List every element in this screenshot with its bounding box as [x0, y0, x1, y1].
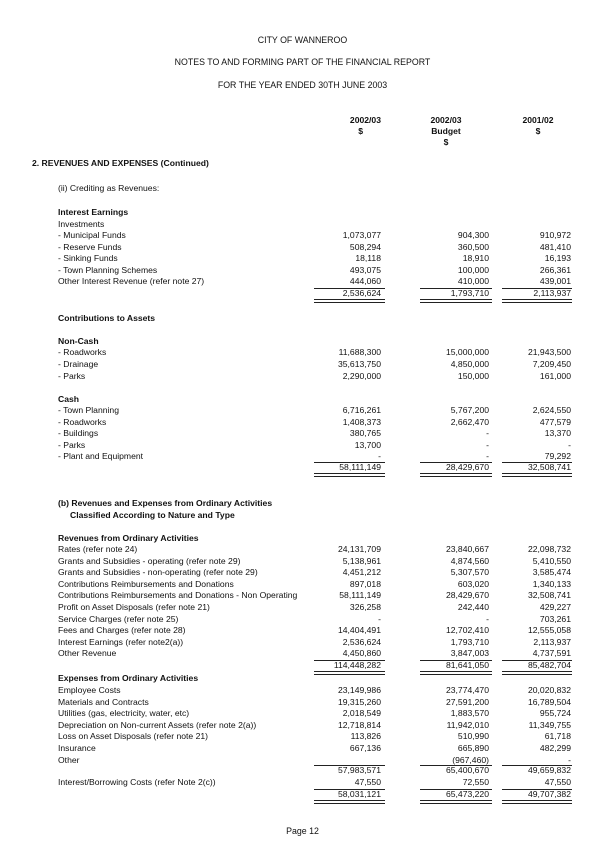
- total-double-rule: [314, 473, 385, 477]
- total-double-rule: [502, 473, 572, 477]
- value-2002-03: 13,700: [354, 439, 381, 450]
- total-value-budget: 81,641,050: [445, 660, 489, 670]
- total-double-rule: [420, 671, 492, 675]
- value-2001-02: 703,261: [539, 613, 571, 624]
- value-2001-02: 1,340,133: [532, 578, 571, 589]
- value-budget: 11,942,010: [446, 719, 489, 730]
- table-row: [0, 265, 605, 277]
- value-budget: 72,550: [462, 777, 489, 787]
- total-double-rule: [502, 299, 572, 303]
- value-budget: 1,793,710: [450, 636, 489, 647]
- value-2002-03: 23,149,986: [337, 685, 381, 695]
- table-row: [0, 697, 605, 709]
- total-value-budget: 28,429,670: [445, 462, 489, 472]
- report-period: FOR THE YEAR ENDED 30TH JUNE 2003: [217, 80, 388, 90]
- value-2002-03: 4,450,860: [342, 648, 381, 659]
- column-heading-2001-02: [511, 115, 565, 137]
- table-row: [0, 417, 605, 429]
- value-2001-02: 16,193: [544, 253, 571, 264]
- value-2002-03: 2,536,624: [342, 636, 381, 647]
- column-heading-2002-03-budget: [419, 115, 473, 148]
- value-2002-03: 5,138,961: [342, 555, 381, 566]
- value-budget: -: [486, 439, 489, 450]
- value-budget: (967,460): [452, 754, 489, 765]
- column-heading-line: 2002/03: [430, 115, 462, 125]
- report-notes-title: NOTES TO AND FORMING PART OF THE FINANCIAL REPORT: [174, 57, 431, 67]
- row-label: - Buildings: [58, 428, 99, 439]
- value-2001-02: -: [568, 754, 571, 765]
- contributions-heading: Contributions to Assets: [58, 313, 156, 323]
- interest-earnings-heading: Interest Earnings: [58, 207, 129, 217]
- value-2001-02: 32,508,741: [527, 590, 571, 601]
- total-double-rule: [420, 473, 492, 477]
- value-2002-03: 24,131,709: [337, 544, 381, 554]
- value-budget: 5,767,200: [450, 405, 489, 415]
- table-row: [0, 242, 605, 254]
- value-2001-02: 4,737,591: [532, 648, 571, 659]
- table-row: [0, 347, 605, 359]
- interest-borrowing-costs-row: [0, 777, 605, 789]
- row-label: Depreciation on Non-current Assets (refer note 2(a)): [58, 719, 257, 730]
- value-2002-03: 11,688,300: [338, 347, 381, 357]
- total-value-2002-03: 114,448,282: [333, 660, 381, 670]
- value-2001-02: 161,000: [539, 370, 571, 381]
- subtotal-value-budget: 65,400,670: [445, 765, 489, 775]
- organisation-name: CITY OF WANNEROO: [257, 35, 348, 45]
- column-heading-line: $: [535, 126, 541, 136]
- value-2002-03: 326,258: [349, 602, 381, 612]
- value-2002-03: 2,290,000: [342, 370, 381, 381]
- row-label: Materials and Contracts: [58, 696, 149, 707]
- value-2001-02: 20,020,832: [527, 685, 571, 695]
- section-subtitle: (ii) Crediting as Revenues:: [58, 183, 160, 193]
- row-label: - Drainage: [58, 358, 99, 369]
- table-row: [0, 556, 605, 568]
- value-2002-03: 380,765: [349, 428, 381, 439]
- value-2002-03: 493,075: [349, 264, 381, 275]
- table-row: [0, 359, 605, 371]
- value-2002-03: 18,118: [355, 253, 381, 264]
- value-2001-02: 12,555,058: [527, 625, 571, 636]
- row-label: - Parks: [58, 439, 86, 450]
- value-budget: 27,591,200: [445, 696, 489, 707]
- row-label: Utilities (gas, electricity, water, etc): [58, 708, 190, 719]
- value-2001-02: 481,410: [539, 241, 571, 252]
- row-label: Contributions Reimbursements and Donations - Non Operating: [58, 590, 298, 601]
- total-double-rule: [420, 800, 492, 804]
- table-row: [0, 708, 605, 720]
- total-double-rule: [314, 671, 385, 675]
- value-2001-02: 439,001: [539, 276, 571, 287]
- row-label: Loss on Asset Disposals (refer note 21): [58, 731, 208, 742]
- total-double-rule: [502, 671, 572, 675]
- page-number: Page 12: [286, 826, 319, 836]
- section-title: 2. REVENUES AND EXPENSES (Continued): [32, 158, 209, 168]
- row-label: Employee Costs: [58, 685, 121, 695]
- table-row: [0, 625, 605, 637]
- value-2001-02: 47,550: [544, 777, 571, 787]
- value-2001-02: 13,370: [544, 428, 571, 439]
- value-budget: 23,840,667: [445, 544, 489, 554]
- value-budget: -: [486, 451, 489, 462]
- value-2002-03: 1,073,077: [342, 230, 381, 240]
- table-row: [0, 253, 605, 265]
- value-2001-02: 955,724: [539, 708, 571, 719]
- total-double-rule: [420, 299, 492, 303]
- row-label: Insurance: [58, 743, 96, 753]
- value-2001-02: 266,361: [539, 264, 571, 275]
- value-2001-02: 477,579: [539, 416, 571, 427]
- value-budget: 904,300: [457, 230, 489, 240]
- value-2001-02: 2,113,937: [533, 636, 571, 647]
- value-2002-03: 35,613,750: [337, 358, 381, 369]
- total-value-budget: 1,793,710: [450, 288, 489, 298]
- column-heading-line: $: [358, 126, 363, 136]
- column-heading-line: 2002/03: [349, 115, 381, 125]
- column-heading-line: Budget: [431, 126, 461, 136]
- value-budget: 28,429,670: [445, 590, 489, 601]
- total-double-rule: [502, 800, 572, 804]
- value-2001-02: 11,349,755: [528, 719, 571, 730]
- row-label: Fees and Charges (refer note 28): [58, 625, 186, 636]
- row-label: Interest Earnings (refer note2(a)): [58, 636, 184, 647]
- value-budget: -: [486, 428, 489, 439]
- row-label: Profit on Asset Disposals (refer note 21): [58, 602, 210, 612]
- column-heading-line: 2001/02: [522, 115, 554, 125]
- table-row: [0, 743, 605, 755]
- expenses-subtotal-row: [0, 765, 605, 777]
- total-value-budget: 65,473,220: [445, 789, 489, 799]
- value-budget: 5,307,570: [450, 567, 489, 578]
- value-2002-03: 4,451,212: [342, 567, 381, 578]
- row-label: Grants and Subsidies - non-operating (refer note 29): [58, 567, 258, 578]
- value-budget: 603,020: [457, 578, 489, 589]
- value-2002-03: 897,018: [349, 578, 381, 589]
- total-double-rule: [314, 299, 385, 303]
- row-label: - Sinking Funds: [58, 253, 118, 264]
- table-row: [0, 440, 605, 452]
- row-label: Other Interest Revenue (refer note 27): [58, 276, 205, 287]
- revenues-heading: Revenues from Ordinary Activities: [58, 533, 199, 543]
- row-label: - Parks: [58, 370, 86, 381]
- investments-subheading: Investments: [58, 219, 105, 229]
- row-label: - Roadworks: [58, 347, 107, 357]
- table-row: [0, 567, 605, 579]
- value-budget: -: [486, 613, 489, 624]
- total-value-2002-03: 58,111,149: [339, 462, 381, 472]
- non-cash-heading: Non-Cash: [58, 336, 99, 346]
- value-2001-02: 16,789,504: [527, 696, 571, 707]
- expenses-heading: Expenses from Ordinary Activities: [58, 673, 199, 683]
- row-label: - Town Planning Schemes: [58, 264, 158, 275]
- table-row: [0, 579, 605, 591]
- row-label: - Roadworks: [58, 416, 107, 427]
- value-2001-02: 482,299: [539, 743, 571, 753]
- total-value-2001-02: 85,482,704: [527, 660, 571, 670]
- value-budget: 4,874,560: [450, 555, 489, 566]
- total-value-2001-02: 2,113,937: [533, 288, 571, 298]
- part-b-title-continued: Classified According to Nature and Type: [70, 510, 235, 520]
- table-row: [0, 720, 605, 732]
- value-2001-02: -: [568, 439, 571, 450]
- value-2002-03: 6,716,261: [342, 405, 381, 415]
- subtotal-value-2002-03: 57,983,571: [337, 765, 381, 775]
- value-budget: 410,000: [457, 276, 489, 287]
- total-double-rule: [314, 800, 385, 804]
- value-2001-02: 21,943,500: [527, 347, 571, 357]
- value-budget: 100,000: [457, 264, 489, 275]
- row-label: Service Charges (refer note 25): [58, 613, 179, 624]
- cash-heading: Cash: [58, 394, 80, 404]
- table-row: [0, 685, 605, 697]
- column-heading-2002-03-actual: [321, 115, 381, 137]
- value-2001-02: 3,585,474: [532, 567, 571, 578]
- table-row: [0, 428, 605, 440]
- row-label: Contributions Reimbursements and Donations: [58, 578, 234, 589]
- value-2002-03: 113,826: [350, 731, 381, 742]
- value-2002-03: 508,294: [349, 241, 381, 252]
- value-2002-03: 12,718,814: [337, 719, 381, 730]
- value-2002-03: 2,018,549: [342, 708, 381, 719]
- row-label: - Reserve Funds: [58, 241, 122, 252]
- table-row: [0, 648, 605, 660]
- part-b-title: (b) Revenues and Expenses from Ordinary Activities: [58, 498, 273, 508]
- value-2002-03: -: [378, 451, 381, 462]
- value-budget: 242,440: [457, 602, 489, 612]
- value-2001-02: 429,227: [539, 602, 571, 612]
- value-2002-03: 19,315,260: [337, 696, 381, 707]
- value-budget: 15,000,000: [445, 347, 489, 357]
- value-2001-02: 2,624,550: [532, 405, 571, 415]
- table-row: [0, 544, 605, 556]
- value-budget: 2,662,470: [450, 416, 489, 427]
- value-2002-03: 47,550: [354, 777, 381, 787]
- value-2002-03: 1,408,373: [342, 416, 381, 427]
- value-budget: 360,500: [457, 241, 489, 252]
- row-label: Grants and Subsidies - operating (refer note 29): [58, 555, 241, 566]
- row-label: - Municipal Funds: [58, 230, 126, 240]
- row-label: Rates (refer note 24): [58, 544, 138, 554]
- value-2002-03: 444,060: [349, 276, 381, 287]
- value-2001-02: 79,292: [544, 451, 571, 462]
- table-row: [0, 590, 605, 602]
- value-2002-03: -: [378, 613, 381, 624]
- total-value-2001-02: 49,707,382: [527, 789, 571, 799]
- row-label: - Town Planning: [58, 405, 119, 415]
- table-row: [0, 614, 605, 626]
- row-label: Other: [58, 754, 80, 765]
- subtotal-value-2001-02: 49,659,832: [527, 765, 571, 775]
- value-budget: 3,847,003: [450, 648, 489, 659]
- total-value-2001-02: 32,508,741: [527, 462, 571, 472]
- table-row: [0, 405, 605, 417]
- table-row: [0, 637, 605, 649]
- table-row: [0, 276, 605, 288]
- table-row: [0, 731, 605, 743]
- value-2002-03: 58,111,149: [339, 590, 381, 601]
- value-budget: 150,000: [457, 370, 489, 381]
- total-value-2002-03: 2,536,624: [342, 288, 381, 298]
- table-row: [0, 230, 605, 242]
- value-2002-03: 667,136: [349, 743, 381, 753]
- value-2001-02: 22,098,732: [527, 544, 571, 554]
- value-budget: 510,990: [457, 731, 489, 742]
- row-label: Interest/Borrowing Costs (refer Note 2(c)): [58, 777, 216, 787]
- row-label: - Plant and Equipment: [58, 451, 144, 462]
- value-2001-02: 7,209,450: [532, 358, 571, 369]
- total-value-2002-03: 58,031,121: [337, 789, 381, 799]
- value-budget: 12,702,410: [445, 625, 489, 636]
- value-budget: 665,890: [457, 743, 489, 753]
- value-2001-02: 910,972: [539, 230, 571, 240]
- value-budget: 18,910: [462, 253, 489, 264]
- value-2001-02: 5,410,550: [532, 555, 571, 566]
- column-heading-line: $: [443, 137, 449, 147]
- value-budget: 23,774,470: [445, 685, 489, 695]
- table-row: [0, 602, 605, 614]
- value-budget: 4,850,000: [450, 358, 489, 369]
- value-2002-03: 14,404,491: [337, 625, 381, 636]
- row-label: Other Revenue: [58, 648, 117, 659]
- table-row: [0, 371, 605, 383]
- value-budget: 1,883,570: [450, 708, 489, 719]
- value-2001-02: 61,718: [544, 731, 571, 742]
